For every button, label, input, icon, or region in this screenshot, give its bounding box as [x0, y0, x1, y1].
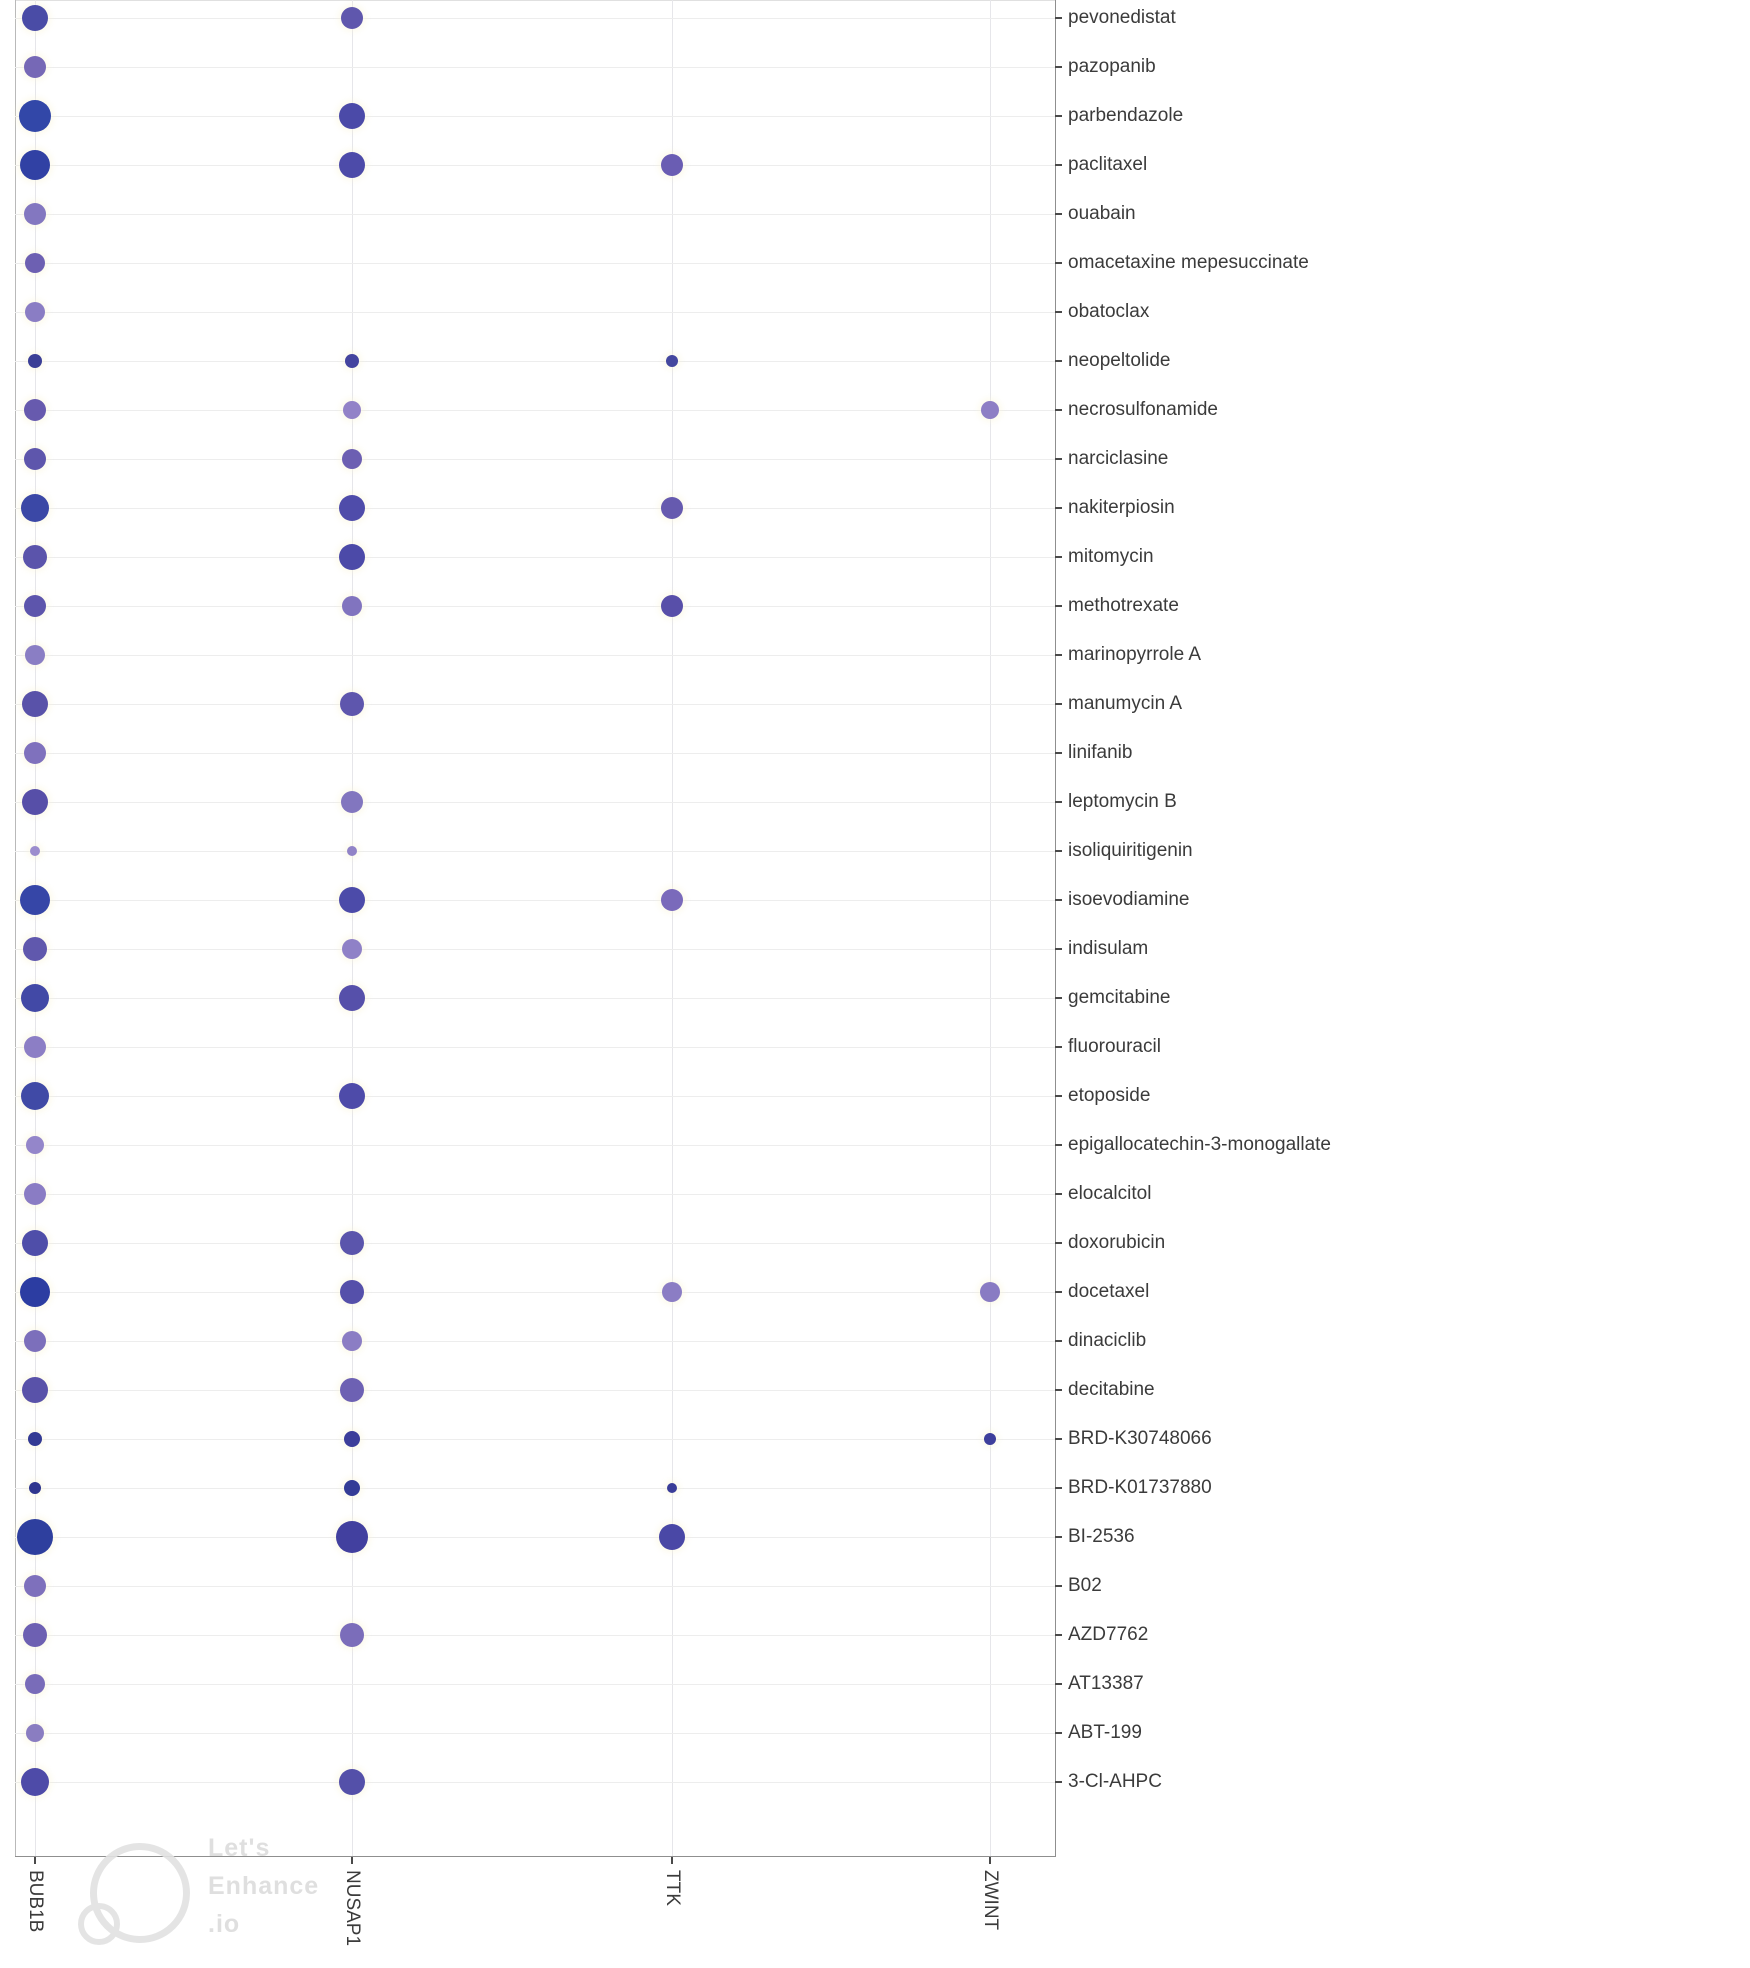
data-dot — [659, 1524, 685, 1550]
data-dot — [661, 497, 683, 519]
data-dot — [20, 150, 50, 180]
horizontal-gridline — [15, 704, 1055, 705]
drug-label: isoevodiamine — [1068, 889, 1190, 910]
data-dot — [24, 448, 46, 470]
horizontal-gridline — [15, 1341, 1055, 1342]
watermark-logo-small-circle-icon — [78, 1903, 120, 1945]
data-dot — [21, 494, 49, 522]
x-axis-tick — [34, 1857, 36, 1864]
data-dot — [24, 1183, 46, 1205]
drug-label: pevonedistat — [1068, 7, 1176, 28]
data-dot — [24, 1330, 46, 1352]
data-dot — [336, 1521, 368, 1553]
y-axis-tick — [1055, 1242, 1062, 1244]
horizontal-gridline — [15, 1488, 1055, 1489]
data-dot — [17, 1519, 53, 1555]
data-dot — [26, 1724, 44, 1742]
data-dot — [22, 1230, 48, 1256]
y-axis-tick — [1055, 164, 1062, 166]
gene-label: NUSAP1 — [342, 1870, 363, 1947]
data-dot — [29, 1482, 41, 1494]
drug-label: omacetaxine mepesuccinate — [1068, 252, 1309, 273]
horizontal-gridline — [15, 1439, 1055, 1440]
gene-label: TTK — [662, 1870, 683, 1906]
drug-label: linifanib — [1068, 742, 1133, 763]
horizontal-gridline — [15, 312, 1055, 313]
y-axis-tick — [1055, 1144, 1062, 1146]
y-axis-tick — [1055, 409, 1062, 411]
x-axis-tick — [989, 1857, 991, 1864]
horizontal-gridline — [15, 753, 1055, 754]
data-dot — [22, 691, 48, 717]
y-axis-tick — [1055, 66, 1062, 68]
horizontal-gridline — [15, 67, 1055, 68]
data-dot — [340, 1280, 364, 1304]
drug-label: indisulam — [1068, 938, 1149, 959]
data-dot — [342, 1331, 362, 1351]
y-axis-tick — [1055, 654, 1062, 656]
horizontal-gridline — [15, 1733, 1055, 1734]
data-dot — [661, 889, 683, 911]
horizontal-gridline — [15, 851, 1055, 852]
y-axis-tick — [1055, 1095, 1062, 1097]
horizontal-gridline — [15, 998, 1055, 999]
y-axis-tick — [1055, 1438, 1062, 1440]
x-axis-tick — [671, 1857, 673, 1864]
vertical-gridline — [352, 0, 353, 1856]
drug-label: narciclasine — [1068, 448, 1169, 469]
horizontal-gridline — [15, 1243, 1055, 1244]
drug-label: ABT-199 — [1068, 1722, 1142, 1743]
drug-label: B02 — [1068, 1575, 1102, 1596]
horizontal-gridline — [15, 1292, 1055, 1293]
data-dot — [20, 1277, 50, 1307]
data-dot — [24, 595, 46, 617]
data-dot — [22, 5, 48, 31]
data-dot — [21, 1768, 49, 1796]
horizontal-gridline — [15, 214, 1055, 215]
horizontal-gridline — [15, 1684, 1055, 1685]
y-axis-tick — [1055, 213, 1062, 215]
vertical-gridline — [672, 0, 673, 1856]
horizontal-gridline — [15, 1390, 1055, 1391]
data-dot — [342, 939, 362, 959]
data-dot — [341, 791, 363, 813]
data-dot — [340, 1378, 364, 1402]
y-axis-tick — [1055, 458, 1062, 460]
lets-enhance-watermark — [70, 1815, 370, 1965]
data-dot — [339, 1083, 365, 1109]
horizontal-gridline — [15, 900, 1055, 901]
vertical-gridline — [990, 0, 991, 1856]
data-dot — [21, 984, 49, 1012]
data-dot — [344, 1480, 360, 1496]
y-axis-tick — [1055, 1536, 1062, 1538]
data-dot — [24, 399, 46, 421]
data-dot — [19, 100, 51, 132]
horizontal-gridline — [15, 1782, 1055, 1783]
data-dot — [339, 544, 365, 570]
horizontal-gridline — [15, 361, 1055, 362]
data-dot — [22, 789, 48, 815]
drug-label: BI-2536 — [1068, 1526, 1135, 1547]
data-dot — [339, 152, 365, 178]
data-dot — [343, 401, 361, 419]
drug-label: parbendazole — [1068, 105, 1184, 126]
horizontal-gridline — [15, 557, 1055, 558]
drug-label: elocalcitol — [1068, 1183, 1152, 1204]
y-axis-tick — [1055, 360, 1062, 362]
data-dot — [661, 595, 683, 617]
data-dot — [24, 742, 46, 764]
data-dot — [345, 354, 359, 368]
drug-label: docetaxel — [1068, 1281, 1150, 1302]
data-dot — [25, 1674, 45, 1694]
gene-label: BUB1B — [25, 1870, 46, 1933]
drug-label: marinopyrrole A — [1068, 644, 1202, 665]
y-axis-tick — [1055, 115, 1062, 117]
y-axis-tick — [1055, 1291, 1062, 1293]
horizontal-gridline — [15, 1586, 1055, 1587]
plot-top-border — [15, 0, 1055, 1]
data-dot — [980, 1282, 1000, 1302]
watermark-text-line3: .io — [208, 1910, 241, 1938]
y-axis-tick — [1055, 703, 1062, 705]
data-dot — [22, 1377, 48, 1403]
y-axis-tick — [1055, 997, 1062, 999]
drug-label: obatoclax — [1068, 301, 1150, 322]
drug-label: isoliquiritigenin — [1068, 840, 1193, 861]
y-axis-tick — [1055, 262, 1062, 264]
y-axis-tick — [1055, 1683, 1062, 1685]
drug-label: BRD-K01737880 — [1068, 1477, 1212, 1498]
horizontal-gridline — [15, 606, 1055, 607]
data-dot — [28, 1432, 42, 1446]
drug-label: methotrexate — [1068, 595, 1179, 616]
y-axis-tick — [1055, 605, 1062, 607]
y-axis-tick — [1055, 850, 1062, 852]
y-axis-tick — [1055, 17, 1062, 19]
data-dot — [21, 1082, 49, 1110]
y-axis-tick — [1055, 1340, 1062, 1342]
drug-label: dinaciclib — [1068, 1330, 1147, 1351]
data-dot — [24, 1575, 46, 1597]
drug-label: 3-Cl-AHPC — [1068, 1771, 1162, 1792]
drug-label: gemcitabine — [1068, 987, 1171, 1008]
data-dot — [339, 985, 365, 1011]
drug-label: necrosulfonamide — [1068, 399, 1218, 420]
horizontal-gridline — [15, 459, 1055, 460]
drug-label: doxorubicin — [1068, 1232, 1166, 1253]
drug-label: nakiterpiosin — [1068, 497, 1175, 518]
data-dot — [339, 103, 365, 129]
y-axis-tick — [1055, 752, 1062, 754]
data-dot — [347, 846, 357, 856]
data-dot — [340, 692, 364, 716]
y-axis-tick — [1055, 1389, 1062, 1391]
data-dot — [342, 449, 362, 469]
y-axis-tick — [1055, 1634, 1062, 1636]
data-dot — [662, 1282, 682, 1302]
horizontal-gridline — [15, 949, 1055, 950]
horizontal-gridline — [15, 165, 1055, 166]
y-axis-tick — [1055, 1732, 1062, 1734]
drug-label: AZD7762 — [1068, 1624, 1149, 1645]
y-axis-tick — [1055, 948, 1062, 950]
horizontal-gridline — [15, 263, 1055, 264]
data-dot — [26, 1136, 44, 1154]
horizontal-gridline — [15, 1096, 1055, 1097]
gene-label: ZWINT — [980, 1870, 1001, 1931]
drug-label: etoposide — [1068, 1085, 1151, 1106]
horizontal-gridline — [15, 802, 1055, 803]
watermark-text-line1: Let's — [208, 1834, 271, 1862]
drug-label: fluorouracil — [1068, 1036, 1161, 1057]
watermark-text-line2: Enhance — [208, 1872, 320, 1900]
data-dot — [25, 645, 45, 665]
data-dot — [667, 1483, 677, 1493]
data-dot — [25, 253, 45, 273]
drug-label: ouabain — [1068, 203, 1136, 224]
horizontal-gridline — [15, 655, 1055, 656]
data-dot — [24, 1036, 46, 1058]
horizontal-gridline — [15, 116, 1055, 117]
y-axis-tick — [1055, 1781, 1062, 1783]
horizontal-gridline — [15, 1145, 1055, 1146]
drug-label: mitomycin — [1068, 546, 1154, 567]
drug-label: pazopanib — [1068, 56, 1156, 77]
y-axis-line — [1055, 0, 1056, 1857]
data-dot — [984, 1433, 996, 1445]
y-axis-tick — [1055, 507, 1062, 509]
y-axis-tick — [1055, 899, 1062, 901]
horizontal-gridline — [15, 1537, 1055, 1538]
data-dot — [339, 1769, 365, 1795]
data-dot — [24, 203, 46, 225]
drug-label: leptomycin B — [1068, 791, 1177, 812]
horizontal-gridline — [15, 1194, 1055, 1195]
data-dot — [339, 887, 365, 913]
drug-label: AT13387 — [1068, 1673, 1144, 1694]
y-axis-tick — [1055, 1585, 1062, 1587]
data-dot — [344, 1431, 360, 1447]
y-axis-tick — [1055, 556, 1062, 558]
horizontal-gridline — [15, 410, 1055, 411]
drug-label: manumycin A — [1068, 693, 1183, 714]
data-dot — [341, 7, 363, 29]
horizontal-gridline — [15, 1635, 1055, 1636]
horizontal-gridline — [15, 1047, 1055, 1048]
data-dot — [24, 56, 46, 78]
data-dot — [30, 846, 40, 856]
drug-label: decitabine — [1068, 1379, 1155, 1400]
data-dot — [666, 355, 678, 367]
data-dot — [342, 596, 362, 616]
y-axis-tick — [1055, 1487, 1062, 1489]
data-dot — [339, 495, 365, 521]
data-dot — [25, 302, 45, 322]
horizontal-gridline — [15, 508, 1055, 509]
y-axis-tick — [1055, 801, 1062, 803]
data-dot — [340, 1623, 364, 1647]
y-axis-tick — [1055, 1046, 1062, 1048]
y-axis-tick — [1055, 1193, 1062, 1195]
data-dot — [23, 1623, 47, 1647]
data-dot — [661, 154, 683, 176]
data-dot — [23, 937, 47, 961]
drug-label: neopeltolide — [1068, 350, 1171, 371]
plot-left-border — [15, 0, 16, 1857]
drug-label: BRD-K30748066 — [1068, 1428, 1212, 1449]
drug-label: paclitaxel — [1068, 154, 1148, 175]
data-dot — [23, 545, 47, 569]
drug-label: epigallocatechin-3-monogallate — [1068, 1134, 1332, 1155]
data-dot — [20, 885, 50, 915]
y-axis-tick — [1055, 311, 1062, 313]
data-dot — [28, 354, 42, 368]
data-dot — [981, 401, 999, 419]
data-dot — [340, 1231, 364, 1255]
horizontal-gridline — [15, 18, 1055, 19]
